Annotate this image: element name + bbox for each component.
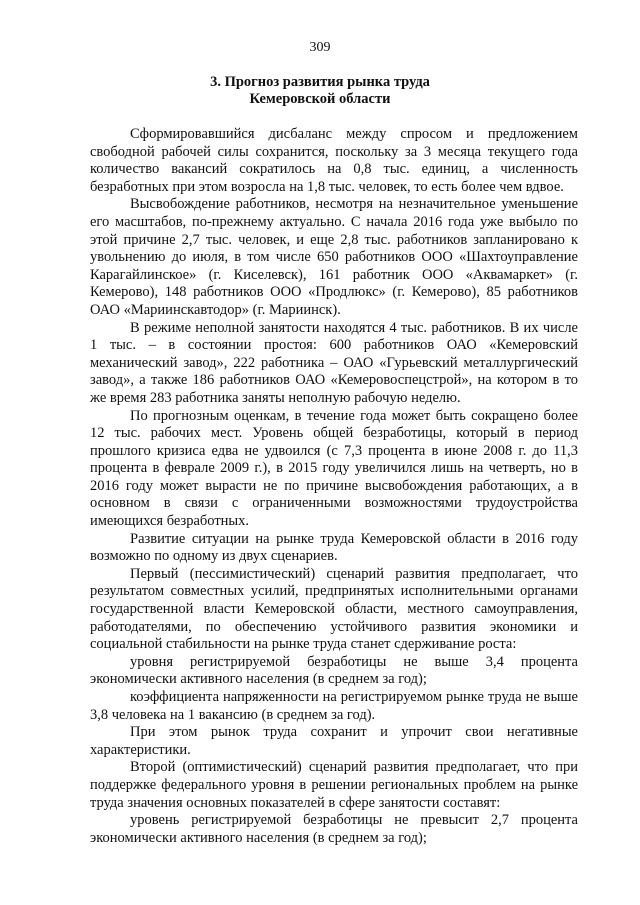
paragraph: коэффициента напряженности на регистрируемом рынке труда не выше 3,8 человека на 1 вакансию (в среднем за год). bbox=[90, 689, 578, 723]
paragraph: Первый (пессимистический) сценарий развития предполагает, что результатом совместных усилий, предпринятых исполнительными органами государственной власти Кемеровской области, местного самоуправления, работодателями, по обеспечению устойчивого развития экономики и социальной стабильности на рынке труда станет сдерживание роста: bbox=[90, 565, 578, 653]
body-text bbox=[90, 126, 578, 847]
paragraph: Сформировавшийся дисбаланс между спросом и предложением свободной рабочей силы сохранится, поскольку за 3 месяца текущего года количество вакансий сократилось на 0,8 тыс. единиц, а численность безработных при этом возросла на 1,8 тыс. человек, то есть более чем вдвое. bbox=[90, 126, 578, 195]
section-heading bbox=[90, 74, 550, 108]
section-heading-line-2: Кемеровской области bbox=[249, 91, 391, 107]
paragraph: По прогнозным оценкам, в течение года может быть сокращено более 12 тыс. рабочих мест. Уровень общей безработицы, который в период прошлого кризиса едва не удвоился (с 7,3 процента в июне 2008 г. до 11,3 процента в феврале 2009 г.), в 2015 году увеличился лишь на четверть, но в 2016 году может вырасти не по причине высвобождения работающих, а в основном в связи с ограниченными возможностями трудоустройства имеющихся безработных. bbox=[90, 407, 578, 530]
paragraph: При этом рынок труда сохранит и упрочит свои негативные характеристики. bbox=[90, 724, 578, 758]
paragraph: Высвобождение работников, несмотря на незначительное уменьшение его масштабов, по-прежнему актуально. С начала 2016 года уже выбыло по этой причине 2,7 тыс. человек, и еще 2,8 тыс. работников запланировано к увольнению до июля, в том числе 650 работников ООО «Шахтоуправление Карагайлинское» (г. Киселевск), 161 работник ООО «Аквамаркет» (г. Кемерово), 148 работников ООО «Продлюкс» (г. Кемерово), 85 работников ОАО «Мариинскавтодор» (г. Мариинск). bbox=[90, 196, 578, 318]
paragraph: В режиме неполной занятости находятся 4 тыс. работников. В их числе 1 тыс. – в состоянии простоя: 600 работников ОАО «Кемеровский механический завод», 222 работника – ОАО «Гурьевский металлургический завод», а также 186 работников ОАО «Кемеровоспецстрой», на котором в то же время 283 работника заняты неполную рабочую неделю. bbox=[90, 319, 578, 406]
paragraph: уровень регистрируемой безработицы не превысит 2,7 процента экономически активного населения (в среднем за год); bbox=[90, 812, 578, 846]
page-number: 309 bbox=[309, 40, 331, 55]
paragraph: Развитие ситуации на рынке труда Кемеровской области в 2016 году возможно по одному из двух сценариев. bbox=[90, 530, 578, 565]
paragraph: Второй (оптимистический) сценарий развития предполагает, что при поддержке федерального уровня в решении региональных проблем на рынке труда значения основных показателей в сфере занятости составят: bbox=[90, 759, 578, 811]
paragraph: уровня регистрируемой безработицы не выше 3,4 процента экономически активного населения (в среднем за год); bbox=[90, 653, 578, 688]
section-heading-line-1: 3. Прогноз развития рынка труда bbox=[210, 74, 430, 90]
